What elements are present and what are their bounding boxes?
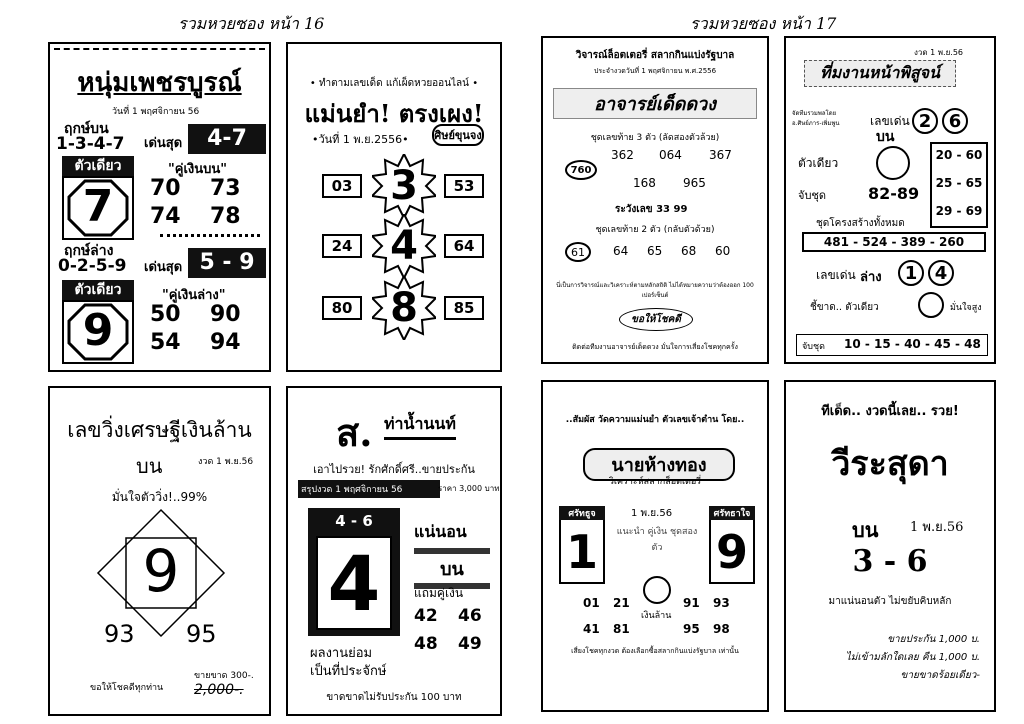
panel-weera-suda — [784, 380, 996, 712]
pair-up-1: 70 — [150, 176, 181, 201]
single-label-2: ตัวเดียว — [62, 280, 134, 300]
panel-title: วีระสุดา — [831, 444, 949, 484]
note: นี่เป็นการวิจารณ์และวิเคราะห์ตามหลักสถิติ ไม่ได้หมายความว่าต้องออก 100 เปอร์เซ็นต์ — [556, 282, 754, 299]
top-line: • ทำตามเลขเด็ด แก้เผ็ดหวยออนไลน์ • — [309, 78, 479, 89]
num-3: 91 — [683, 596, 700, 610]
panel-title: ท่าน้ำนนท์ — [384, 412, 456, 440]
lower-pos: ล่าง — [860, 270, 882, 285]
pair-4: 49 — [458, 634, 482, 654]
pair-low-label: "คู่เงินล่าง" — [162, 288, 226, 303]
left-digit: 1 — [565, 525, 598, 579]
single-digit: 8 — [876, 146, 910, 180]
date-text: งวด 1 พ.ย.56 — [914, 48, 963, 57]
circle-digit-1: 2 — [912, 108, 938, 134]
panel-title: ที่มงานหน้าพิสูจน์ — [804, 60, 956, 87]
price-2: ไม่เข้ามลักใดเลย คืน 1,000 บ. — [845, 652, 980, 663]
upper-label: ฤกษ์บน — [64, 121, 109, 137]
result-line2: เป็นที่ประจักษ์ — [310, 664, 387, 679]
bless-text: ขอให้โชคดีทุกท่าน — [90, 683, 164, 693]
left-label: ศรัทธูจ — [559, 506, 605, 520]
price-3: ขายขาดร้อยเดียว- — [900, 670, 980, 681]
range-2: 25 - 65 — [935, 176, 983, 190]
extra-text: แถมคู่เงิน — [414, 586, 464, 600]
row3-left: 80 — [322, 296, 362, 320]
set-label: จับชุด — [798, 189, 827, 202]
slogan: เอาไปรวย! รักศักดิ์ศรี..ขายประกัน — [313, 463, 475, 476]
two-3: 68 — [681, 244, 697, 258]
pair-low-2: 90 — [210, 302, 241, 327]
lower-single-digit: 9 — [82, 305, 114, 356]
center-circle: 41 — [643, 576, 671, 604]
single-label: ตัวเดียว — [798, 156, 839, 170]
lower-label: ฤกษ์ล่าง — [64, 243, 114, 259]
price: ราคา 3,000 บาท — [438, 484, 500, 493]
lead-label: เลขเด่น — [870, 114, 910, 128]
two-4: 60 — [715, 244, 731, 258]
sure-text: แน่นอน — [414, 522, 467, 541]
pair-in-box: 4 - 6 — [335, 512, 373, 530]
hot-label-2: เด่นสุด — [144, 260, 183, 275]
panel-tee-mong — [784, 36, 996, 364]
pair-3: 48 — [414, 634, 438, 654]
num-5: 41 — [583, 622, 600, 636]
run-label: เงินล้าน — [641, 611, 672, 621]
panel-tha-nam-non — [286, 386, 502, 716]
row2-left: 24 — [322, 234, 362, 258]
point-label: ชี้ขาด.. ตัวเดียว — [810, 302, 879, 313]
right-label: ศรัทธาใจ — [709, 506, 755, 520]
panel-maen-yam — [286, 42, 502, 372]
date-text: 1 พ.ย.56 — [910, 520, 964, 535]
dotted-rule — [160, 234, 260, 237]
panel-title: อาจารย์เด็ดดวง — [553, 88, 757, 119]
confidence: มั่นใจตัววิ่ง!..99% — [111, 490, 208, 504]
set2-label: จับชุด — [802, 342, 825, 352]
range-1: 20 - 60 — [935, 148, 983, 162]
upper-hot: 4-7 — [188, 124, 266, 154]
luck-oval: ขอให้โชคดี — [619, 308, 693, 331]
big-digit: 4 — [316, 536, 392, 630]
row1-center: 3 — [390, 163, 418, 209]
price-text: ขายขาด 300-. — [194, 671, 254, 681]
pair-2: 46 — [458, 606, 482, 626]
page-header-left: รวมหวยซอง หน้า 16 — [178, 14, 325, 33]
pick-text: ระวังเลข 33 99 — [615, 204, 688, 215]
lower-hot: 5 - 9 — [188, 248, 266, 278]
pair-up-2: 73 — [210, 176, 241, 201]
panel-lek-wing — [48, 386, 271, 716]
pair-low-4: 94 — [210, 330, 241, 355]
circle-two: 61 — [565, 242, 591, 262]
panel-title: หนุ่มเพชรบูรณ์ — [77, 68, 242, 98]
mid-text: แนะนำ คู่เงิน ชุดสองตัว — [616, 527, 698, 553]
pair-up-label: "คู่เงินบน" — [168, 162, 228, 177]
sub-line: วิเคราะห์สลากล็อตเตอรี่ — [608, 477, 702, 487]
old-price: 2,000-. — [194, 682, 244, 698]
pair-low-3: 54 — [150, 330, 181, 355]
price-1: ขายประกัน 1,000 บ. — [887, 634, 980, 645]
three-2: 064 — [659, 148, 682, 162]
row3-right: 85 — [444, 296, 484, 320]
circle-three: 760 — [565, 160, 597, 180]
line-text: มาแน่นอนตัว ไม่ขยับคิบหลัก — [828, 596, 952, 607]
date-text: 1 พ.ย.56 — [631, 508, 673, 519]
hot-label: เด่นสุด — [144, 136, 183, 151]
lower-label: เลขเด่น — [816, 268, 856, 282]
three-3: 367 — [709, 148, 732, 162]
left-number: 93 — [104, 620, 135, 648]
page-header-right: รวมหวยซอง หน้า 17 — [690, 14, 837, 33]
panel-title: เลขวิ่งเศรษฐีเงินล้าน — [67, 418, 252, 442]
result-line1: ผลงานย่อม — [310, 646, 373, 661]
top-line: ..สัมผัส วัดความแม่นยำ ตัวเลขเจ้าตำน โดย.. — [565, 415, 745, 425]
footer: ติดต่อทีมงานอาจารย์เด็ดดวง มั่นใจการเสี่ยงโชคทุกครั้ง — [572, 343, 738, 351]
struct-value: 481 - 524 - 389 - 260 — [802, 232, 986, 252]
lower-digits: 0-2-5-9 — [58, 256, 127, 276]
right-number: 95 — [186, 620, 217, 648]
top-line: ทีเด็ด.. งวดนี้เลย.. รวย! — [821, 404, 959, 419]
num-1: 01 — [583, 596, 600, 610]
s-initial: ส. — [336, 410, 373, 455]
date-text: วันที่ 1 พฤศจิกายน 56 — [112, 107, 200, 117]
dashed-rule — [54, 48, 265, 53]
num-7: 95 — [683, 622, 700, 636]
num-8: 98 — [713, 622, 730, 636]
pair-low-1: 50 — [150, 302, 181, 327]
set2-value: 10 - 15 - 40 - 45 - 48 — [844, 337, 981, 351]
row1-left: 03 — [322, 174, 362, 198]
row2-right: 64 — [444, 234, 484, 258]
panel-title: แม่นยำ! ตรงเผง! — [304, 99, 484, 128]
num-4: 93 — [713, 596, 730, 610]
bon-label: บน — [852, 518, 879, 542]
top-line: วิจารณ์ล็อตเตอรี่ สลากกินแบ่งรัฐบาล — [575, 50, 735, 61]
two-label: ชุดเลขท้าย 2 ตัว (กลับตัวด้วย) — [595, 225, 715, 235]
set-value: 82-89 — [868, 184, 920, 203]
three-1: 362 — [611, 148, 634, 162]
by-text: จัดทีมรวมพลโดย อ.ศิษย์ภาร-เพิ่มพูน — [792, 110, 840, 127]
panel-title: นายห้างทอง — [583, 448, 735, 481]
footer: ขาดขาดไม่รับประกัน 100 บาท — [326, 692, 462, 703]
bon-label: บน — [876, 129, 895, 145]
three-label: ชุดเลขท้าย 3 ตัว (ลัดสองตัวล้วย) — [590, 133, 720, 143]
panel-num-phetchabun — [48, 42, 271, 372]
footer: เสี่ยงโชคทุกงวด ต้องเลือกซื้อสลากกินแบ่งรัฐบาล เท่านั้น — [571, 647, 739, 655]
range-3: 29 - 69 — [935, 204, 983, 218]
point-digit: 4 — [918, 292, 944, 318]
circle-digit-2: 6 — [942, 108, 968, 134]
row1-right: 53 — [444, 174, 484, 198]
pair-1: 42 — [414, 606, 438, 626]
lower-digit-1: 1 — [898, 260, 924, 286]
numbers: 3 - 6 — [852, 544, 928, 579]
row2-center: 4 — [390, 223, 418, 269]
three-4: 168 — [633, 176, 656, 190]
pair-up-3: 74 — [150, 204, 181, 229]
bon-label: บน — [136, 454, 163, 478]
date-text: •วันที่ 1 พ.ย.2556• — [312, 133, 409, 146]
badge: ศิษย์ขุนจง — [432, 124, 484, 146]
two-1: 64 — [613, 244, 629, 258]
sub-line: ประจำงวดวันที่ 1 พฤศจิกายน พ.ศ.2556 — [593, 67, 717, 75]
two-2: 65 — [647, 244, 663, 258]
summary: สรุปงวด 1 พฤศจิกายน 56 — [298, 480, 440, 498]
single-label: ตัวเดียว — [62, 156, 134, 176]
struct-label: ชุดโครงสร้างทั้งหมด — [816, 218, 905, 229]
upper-digits: 1-3-4-7 — [56, 134, 125, 154]
upper-single-digit: 7 — [82, 181, 114, 232]
lower-digit-2: 4 — [928, 260, 954, 286]
panel-nai-hang-thong — [541, 380, 769, 712]
panel-achan-detduang — [541, 36, 769, 364]
num-2: 21 — [613, 596, 630, 610]
three-5: 965 — [683, 176, 706, 190]
right-digit: 9 — [715, 525, 748, 579]
bon-label: บน — [414, 548, 490, 589]
row3-center: 8 — [390, 285, 418, 331]
date-text: งวด 1 พ.ย.56 — [198, 457, 254, 467]
big-digit: 9 — [142, 537, 180, 605]
pair-up-4: 78 — [210, 204, 241, 229]
num-6: 81 — [613, 622, 630, 636]
conf-text: มั่นใจสูง — [950, 303, 982, 313]
